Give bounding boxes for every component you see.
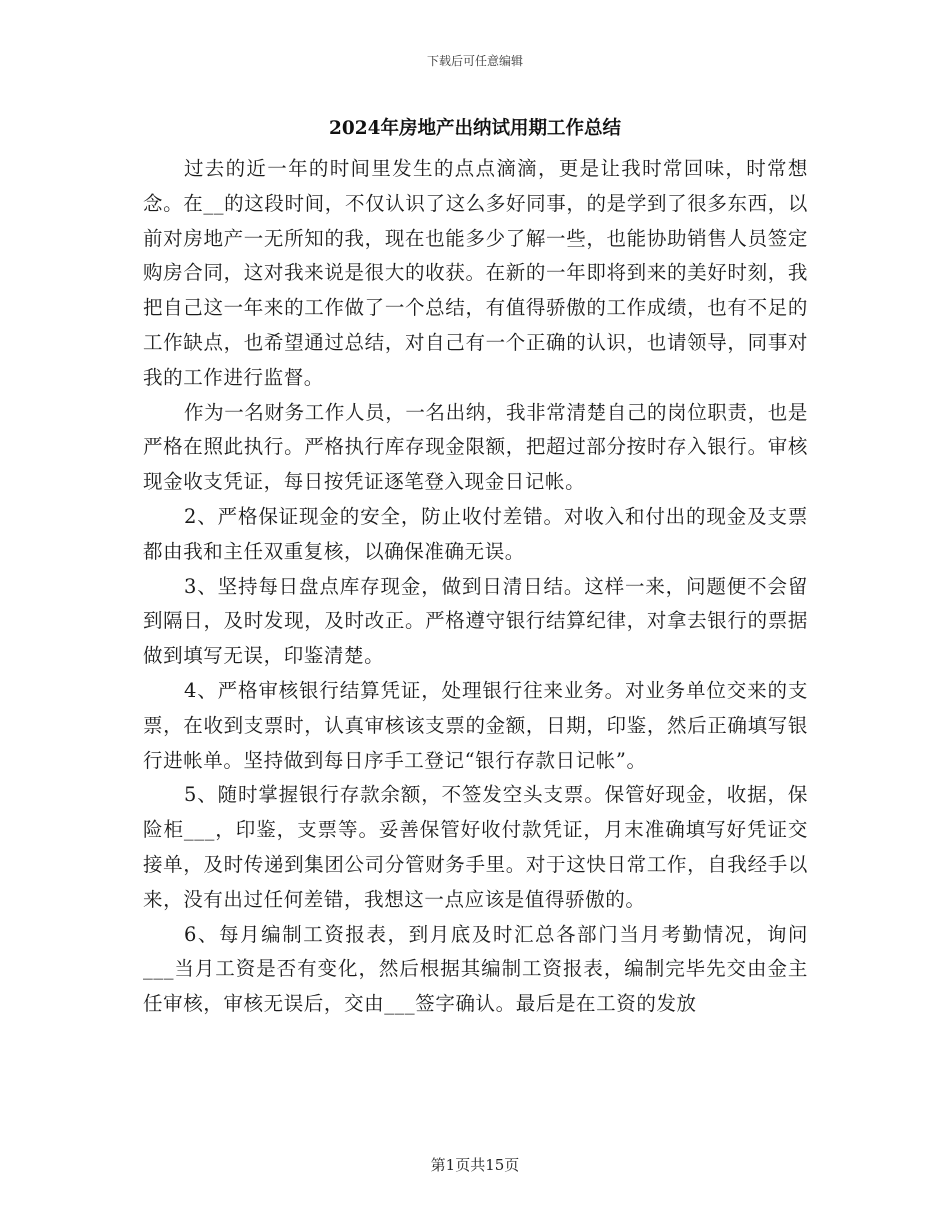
- page-number: 第1页共15页: [430, 1156, 520, 1174]
- document-body: [143, 152, 808, 1022]
- page-header-note: 下载后可任意编辑: [426, 54, 523, 68]
- paragraph-item-5: 5、随时掌握银行存款余额，不签发空头支票。保管好现金，收据，保险柜___，印鉴，支票等。妥善保管好收付款凭证，月末准确填写好凭证交接单，及时传递到集团公司分管财务手里。对于这快日常工作，自我经手以来，没有出过任何差错，我想这一点应该是值得骄傲的。: [143, 783, 808, 911]
- document-title: 2024年房地产出纳试用期工作总结: [329, 118, 621, 139]
- paragraph-duties: 作为一名财务工作人员，一名出纳，我非常清楚自己的岗位职责，也是严格在照此执行。严格执行库存现金限额，把超过部分按时存入银行。审核现金收支凭证，每日按凭证逐笔登入现金日记帐。: [143, 400, 808, 494]
- paragraph-item-2: 2、严格保证现金的安全，防止收付差错。对收入和付出的现金及支票都由我和主任双重复核，以确保准确无误。: [143, 504, 808, 563]
- paragraph-item-3: 3、坚持每日盘点库存现金，做到日清日结。这样一来，问题便不会留到隔日，及时发现，及时改正。严格遵守银行结算纪律，对拿去银行的票据做到填写无误，印鉴清楚。: [143, 574, 808, 668]
- paragraph-item-6: 6、每月编制工资报表，到月底及时汇总各部门当月考勤情况，询问___当月工资是否有变化，然后根据其编制工资报表，编制完毕先交由金主任审核，审核无误后，交由___签字确认。最后是在工资的发放: [143, 922, 808, 1016]
- paragraph-item-4: 4、严格审核银行结算凭证，处理银行往来业务。对业务单位交来的支票，在收到支票时，认真审核该支票的金额，日期，印鉴，然后正确填写银行进帐单。坚持做到每日序手工登记“银行存款日记帐”。: [143, 678, 808, 772]
- paragraph-intro: 过去的近一年的时间里发生的点点滴滴，更是让我时常回味，时常想念。在__的这段时间，不仅认识了这么多好同事，的是学到了很多东西，以前对房地产一无所知的我，现在也能多少了解一些，也能协助销售人员签定购房合同，这对我来说是很大的收获。在新的一年即将到来的美好时刻，我把自己这一年来的工作做了一个总结，有值得骄傲的工作成绩，也有不足的工作缺点，也希望通过总结，对自己有一个正确的认识，也请领导，同事对我的工作进行监督。: [143, 157, 808, 389]
